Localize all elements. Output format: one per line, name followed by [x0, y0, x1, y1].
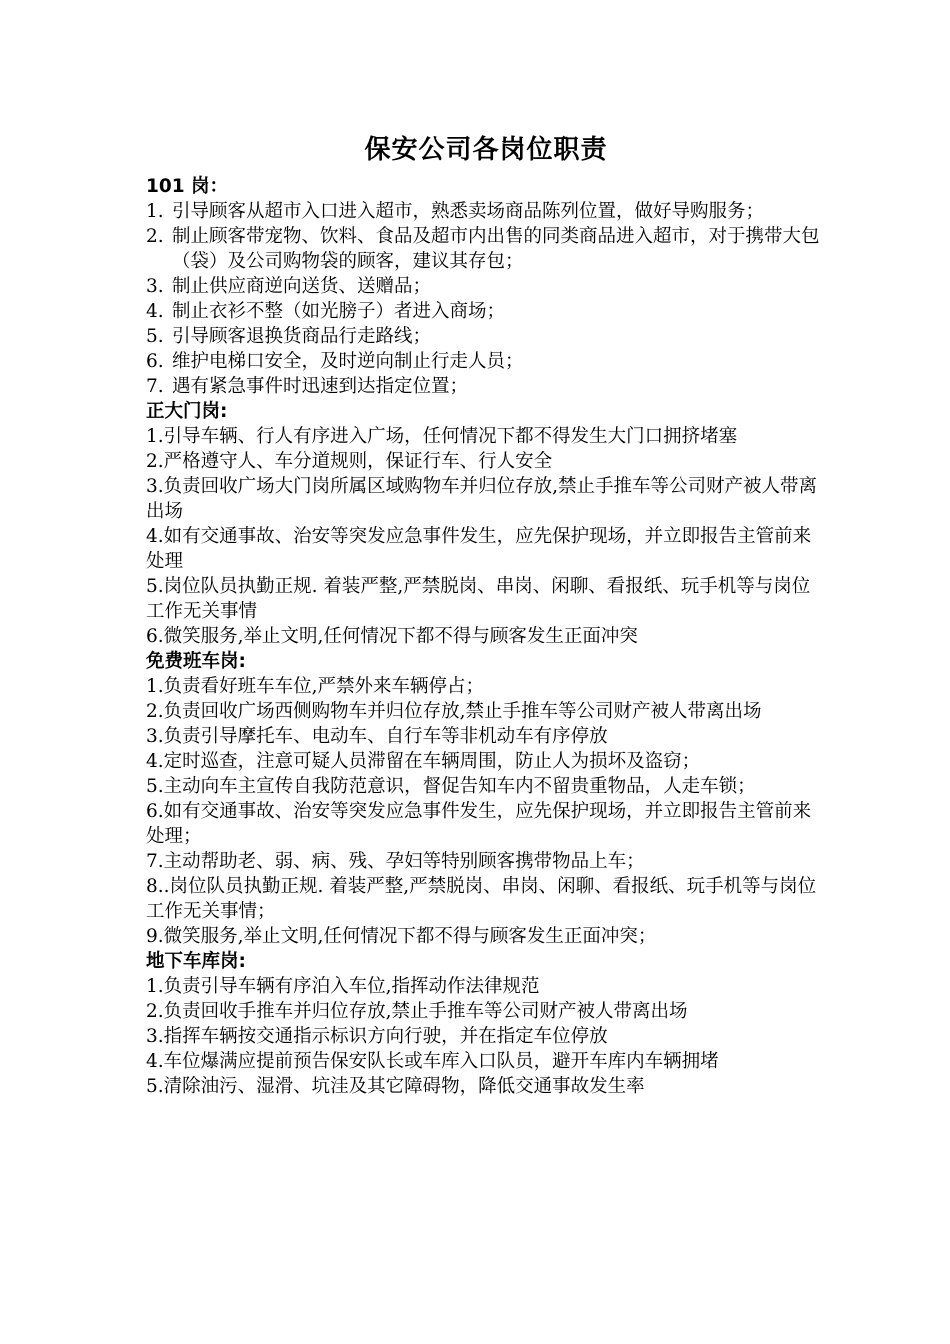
list-item	[146, 374, 826, 399]
section-shuttle-bus-post	[146, 649, 826, 949]
list-item: 5.清除油污、湿滑、坑洼及其它障碍物，降低交通事故发生率	[146, 1076, 645, 1097]
list-item: 7.主动帮助老、弱、病、残、孕妇等特别顾客携带物品上车；	[146, 851, 645, 872]
list-item	[146, 299, 826, 324]
list-item: 6.如有交通事故、治安等突发应急事件发生，应先保护现场，并立即报告主管前来处理；	[146, 801, 812, 847]
list-item: 1.负责看好班车车位,严禁外来车辆停占；	[146, 676, 485, 697]
section-heading: 正大门岗:	[146, 401, 228, 422]
item-number: 5.	[146, 326, 164, 347]
section-heading: 101 岗：	[146, 176, 229, 197]
list-item: 5.岗位队员执勤正规. 着装严整,严禁脱岗、串岗、闲聊、看报纸、玩手机等与岗位工作无关事情	[146, 576, 811, 622]
list-item: 2.负责回收广场西侧购物车并归位存放,禁止手推车等公司财产被人带离出场	[146, 701, 762, 722]
list-item: 9.微笑服务,举止文明,任何情况下都不得与顾客发生正面冲突；	[146, 926, 657, 947]
list-item: 4.车位爆满应提前预告保安队长或车库入口队员，避开车库内车辆拥堵	[146, 1051, 719, 1072]
item-text: 引导顾客退换货商品行走路线；	[172, 326, 432, 347]
item-text: 遇有紧急事件时迅速到达指定位置；	[172, 376, 469, 397]
section-heading: 免费班车岗:	[146, 651, 246, 672]
list-item	[146, 349, 826, 374]
list-item	[146, 199, 826, 224]
duty-list	[146, 974, 826, 1099]
list-item: 3.负责引导摩托车、电动车、自行车等非机动车有序停放	[146, 726, 608, 747]
item-number: 1.	[146, 201, 164, 222]
item-text: 引导顾客从超市入口进入超市，熟悉卖场商品陈列位置，做好导购服务；	[172, 201, 765, 222]
list-item: 4.如有交通事故、治安等突发应急事件发生，应先保护现场，并立即报告主管前来处理	[146, 526, 812, 572]
section-heading: 地下车库岗:	[146, 951, 246, 972]
list-item: 2.严格遵守人、车分道规则，保证行车、行人安全	[146, 451, 553, 472]
section-main-gate-post	[146, 399, 826, 649]
list-item	[146, 274, 826, 299]
list-item: 1.负责引导车辆有序泊入车位,指挥动作法律规范	[146, 976, 540, 997]
section-underground-garage-post	[146, 949, 826, 1099]
list-item: 3.负责回收广场大门岗所属区域购物车并归位存放,禁止手推车等公司财产被人带离出场	[146, 476, 818, 522]
item-text: 制止供应商逆向送货、送赠品；	[172, 276, 432, 297]
duty-list	[146, 424, 826, 649]
section-101-post	[146, 174, 826, 399]
duty-list	[146, 199, 826, 399]
item-text: 制止顾客带宠物、饮料、食品及超市内出售的同类商品进入超市，对于携带大包（袋）及公司购物袋的顾客，建议其存包；	[172, 226, 820, 272]
document-title: 保安公司各岗位职责	[364, 135, 608, 165]
list-item: 5.主动向车主宣传自我防范意识，督促告知车内不留贵重物品，人走车锁；	[146, 776, 756, 797]
list-item: 2.负责回收手推车并归位存放,禁止手推车等公司财产被人带离出场	[146, 1001, 688, 1022]
duty-list	[146, 674, 826, 949]
item-number: 6.	[146, 351, 164, 372]
item-number: 4.	[146, 301, 164, 322]
list-item: 3.指挥车辆按交通指示标识方向行驶，并在指定车位停放	[146, 1026, 608, 1047]
document-page	[146, 128, 826, 1099]
item-text: 制止衣衫不整（如光膀子）者进入商场；	[172, 301, 506, 322]
list-item: 8..岗位队员执勤正规. 着装严整,严禁脱岗、串岗、闲聊、看报纸、玩手机等与岗位工作无关事情；	[146, 876, 817, 922]
list-item: 6.微笑服务,举止文明,任何情况下都不得与顾客发生正面冲突	[146, 626, 638, 647]
list-item: 4.定时巡查，注意可疑人员滞留在车辆周围，防止人为损坏及盗窃；	[146, 751, 701, 772]
item-number: 7.	[146, 376, 164, 397]
list-item: 1.引导车辆、行人有序进入广场，任何情况下都不得发生大门口拥挤堵塞	[146, 426, 738, 447]
item-number: 3.	[146, 276, 164, 297]
item-text: 维护电梯口安全，及时逆向制止行走人员；	[172, 351, 524, 372]
list-item	[146, 324, 826, 349]
item-number: 2.	[146, 226, 164, 247]
list-item	[146, 224, 826, 274]
